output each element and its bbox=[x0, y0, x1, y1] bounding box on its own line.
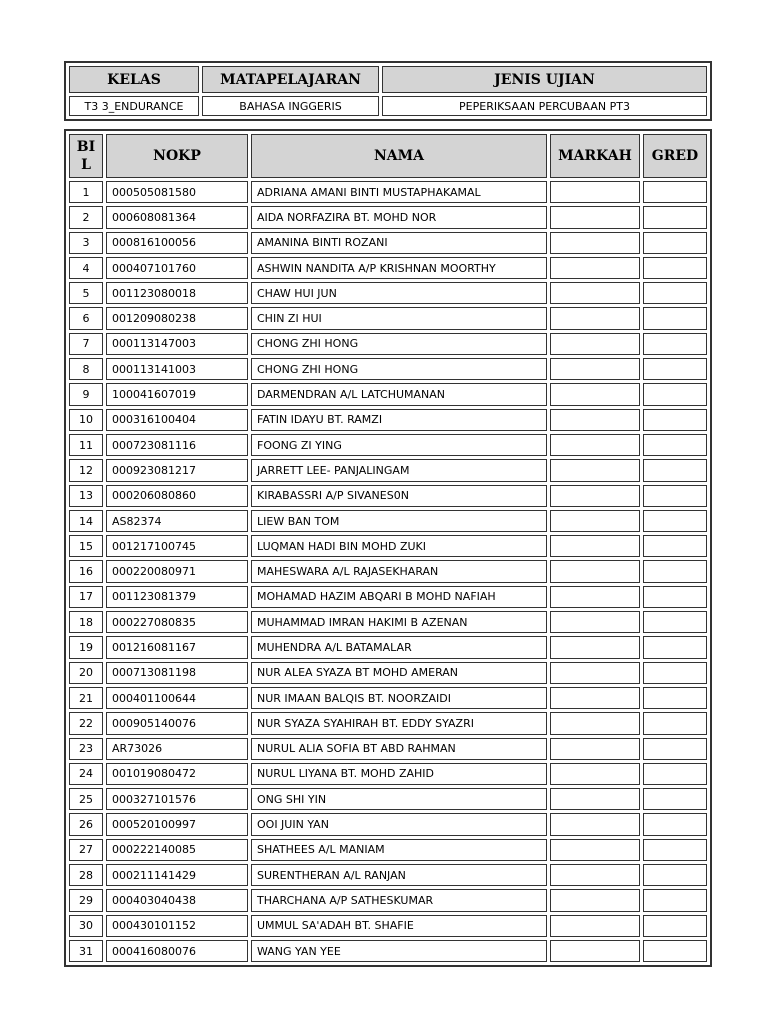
table-row bbox=[69, 864, 707, 886]
bil-cell: 25 bbox=[69, 788, 103, 810]
bil-cell: 10 bbox=[69, 409, 103, 431]
table-row bbox=[69, 409, 707, 431]
bil-cell: 27 bbox=[69, 839, 103, 861]
nama-cell: SURENTHERAN A/L RANJAN bbox=[251, 864, 547, 886]
markah-cell bbox=[550, 687, 640, 709]
bil-cell: 12 bbox=[69, 459, 103, 481]
nokp-cell: 000113141003 bbox=[106, 358, 248, 380]
table-row bbox=[69, 257, 707, 279]
markah-cell bbox=[550, 712, 640, 734]
nama-cell: SHATHEES A/L MANIAM bbox=[251, 839, 547, 861]
bil-cell: 23 bbox=[69, 738, 103, 760]
nokp-cell: 001216081167 bbox=[106, 636, 248, 658]
nama-cell: FATIN IDAYU BT. RAMZI bbox=[251, 409, 547, 431]
nama-header: NAMA bbox=[251, 134, 547, 178]
gred-cell bbox=[643, 586, 707, 608]
markah-cell bbox=[550, 586, 640, 608]
bil-cell: 21 bbox=[69, 687, 103, 709]
nama-cell: CHIN ZI HUI bbox=[251, 307, 547, 329]
gred-cell bbox=[643, 307, 707, 329]
table-row bbox=[69, 662, 707, 684]
bil-cell: 16 bbox=[69, 560, 103, 582]
gred-cell bbox=[643, 662, 707, 684]
nokp-header: NOKP bbox=[106, 134, 248, 178]
nokp-cell: 000416080076 bbox=[106, 940, 248, 962]
gred-cell bbox=[643, 434, 707, 456]
table-row bbox=[69, 333, 707, 355]
markah-cell bbox=[550, 535, 640, 557]
markah-cell bbox=[550, 738, 640, 760]
nama-cell: CHAW HUI JUN bbox=[251, 282, 547, 304]
bil-cell: 19 bbox=[69, 636, 103, 658]
markah-cell bbox=[550, 282, 640, 304]
class-info-value-row bbox=[69, 96, 707, 116]
nokp-cell: 000316100404 bbox=[106, 409, 248, 431]
markah-cell bbox=[550, 636, 640, 658]
nama-cell: NUR SYAZA SYAHIRAH BT. EDDY SYAZRI bbox=[251, 712, 547, 734]
table-row bbox=[69, 206, 707, 228]
gred-cell bbox=[643, 915, 707, 937]
gred-cell bbox=[643, 485, 707, 507]
markah-cell bbox=[550, 333, 640, 355]
table-row bbox=[69, 232, 707, 254]
markah-cell bbox=[550, 358, 640, 380]
bil-cell: 15 bbox=[69, 535, 103, 557]
gred-cell bbox=[643, 358, 707, 380]
bil-header-line2: L bbox=[81, 157, 91, 173]
markah-cell bbox=[550, 763, 640, 785]
nokp-cell: 000401100644 bbox=[106, 687, 248, 709]
nokp-cell: 000905140076 bbox=[106, 712, 248, 734]
markah-cell bbox=[550, 788, 640, 810]
jenis-ujian-header: JENIS UJIAN bbox=[382, 66, 707, 93]
bil-cell: 20 bbox=[69, 662, 103, 684]
gred-cell bbox=[643, 940, 707, 962]
markah-cell bbox=[550, 864, 640, 886]
nokp-cell: AR73026 bbox=[106, 738, 248, 760]
gred-cell bbox=[643, 738, 707, 760]
bil-cell: 18 bbox=[69, 611, 103, 633]
table-row bbox=[69, 738, 707, 760]
nama-cell: KIRABASSRI A/P SIVANES0N bbox=[251, 485, 547, 507]
bil-cell: 11 bbox=[69, 434, 103, 456]
bil-header-line1: BI bbox=[76, 139, 96, 155]
markah-cell bbox=[550, 181, 640, 203]
markah-cell bbox=[550, 307, 640, 329]
nokp-cell: 000227080835 bbox=[106, 611, 248, 633]
bil-cell: 13 bbox=[69, 485, 103, 507]
nama-cell: FOONG ZI YING bbox=[251, 434, 547, 456]
nama-cell: DARMENDRAN A/L LATCHUMANAN bbox=[251, 383, 547, 405]
gred-cell bbox=[643, 282, 707, 304]
nokp-cell: 000520100997 bbox=[106, 813, 248, 835]
nokp-cell: 000923081217 bbox=[106, 459, 248, 481]
table-row bbox=[69, 788, 707, 810]
gred-cell bbox=[643, 257, 707, 279]
bil-header bbox=[69, 134, 103, 178]
markah-cell bbox=[550, 434, 640, 456]
nama-cell: UMMUL SA'ADAH BT. SHAFIE bbox=[251, 915, 547, 937]
gred-cell bbox=[643, 813, 707, 835]
student-list-body bbox=[69, 181, 707, 962]
nama-cell: NUR IMAAN BALQIS BT. NOORZAIDI bbox=[251, 687, 547, 709]
markah-cell bbox=[550, 232, 640, 254]
nokp-cell: 000723081116 bbox=[106, 434, 248, 456]
class-info-table bbox=[64, 61, 712, 121]
markah-cell bbox=[550, 257, 640, 279]
table-row bbox=[69, 307, 707, 329]
bil-cell: 22 bbox=[69, 712, 103, 734]
bil-cell: 26 bbox=[69, 813, 103, 835]
gred-cell bbox=[643, 409, 707, 431]
nokp-cell: 001209080238 bbox=[106, 307, 248, 329]
gred-cell bbox=[643, 864, 707, 886]
bil-cell: 1 bbox=[69, 181, 103, 203]
table-row bbox=[69, 358, 707, 380]
markah-cell bbox=[550, 839, 640, 861]
nokp-cell: 100041607019 bbox=[106, 383, 248, 405]
nama-cell: ADRIANA AMANI BINTI MUSTAPHAKAMAL bbox=[251, 181, 547, 203]
gred-cell bbox=[643, 510, 707, 532]
nama-cell: WANG YAN YEE bbox=[251, 940, 547, 962]
gred-cell bbox=[643, 763, 707, 785]
table-row bbox=[69, 383, 707, 405]
nokp-cell: 000222140085 bbox=[106, 839, 248, 861]
nokp-cell: 001123080018 bbox=[106, 282, 248, 304]
nama-cell: MOHAMAD HAZIM ABQARI B MOHD NAFIAH bbox=[251, 586, 547, 608]
nokp-cell: 000220080971 bbox=[106, 560, 248, 582]
gred-cell bbox=[643, 333, 707, 355]
table-row bbox=[69, 712, 707, 734]
markah-cell bbox=[550, 510, 640, 532]
table-row bbox=[69, 611, 707, 633]
student-list-table bbox=[64, 129, 712, 967]
nama-cell: AIDA NORFAZIRA BT. MOHD NOR bbox=[251, 206, 547, 228]
table-row bbox=[69, 839, 707, 861]
bil-cell: 29 bbox=[69, 889, 103, 911]
jenis-ujian-value: PEPERIKSAAN PERCUBAAN PT3 bbox=[382, 96, 707, 116]
markah-cell bbox=[550, 560, 640, 582]
gred-cell bbox=[643, 687, 707, 709]
bil-cell: 8 bbox=[69, 358, 103, 380]
bil-cell: 2 bbox=[69, 206, 103, 228]
nokp-cell: AS82374 bbox=[106, 510, 248, 532]
nama-cell: MUHENDRA A/L BATAMALAR bbox=[251, 636, 547, 658]
table-row bbox=[69, 434, 707, 456]
nama-cell: NUR ALEA SYAZA BT MOHD AMERAN bbox=[251, 662, 547, 684]
nama-cell: ONG SHI YIN bbox=[251, 788, 547, 810]
bil-cell: 5 bbox=[69, 282, 103, 304]
gred-cell bbox=[643, 181, 707, 203]
nokp-cell: 000713081198 bbox=[106, 662, 248, 684]
nama-cell: MUHAMMAD IMRAN HAKIMI B AZENAN bbox=[251, 611, 547, 633]
bil-cell: 30 bbox=[69, 915, 103, 937]
markah-cell bbox=[550, 611, 640, 633]
gred-cell bbox=[643, 889, 707, 911]
bil-cell: 3 bbox=[69, 232, 103, 254]
markah-cell bbox=[550, 813, 640, 835]
nama-cell: THARCHANA A/P SATHESKUMAR bbox=[251, 889, 547, 911]
markah-cell bbox=[550, 459, 640, 481]
nama-cell: CHONG ZHI HONG bbox=[251, 358, 547, 380]
markah-cell bbox=[550, 940, 640, 962]
kelas-value: T3 3_ENDURANCE bbox=[69, 96, 199, 116]
table-row bbox=[69, 282, 707, 304]
nokp-cell: 000608081364 bbox=[106, 206, 248, 228]
nokp-cell: 000206080860 bbox=[106, 485, 248, 507]
table-row bbox=[69, 889, 707, 911]
nokp-cell: 000816100056 bbox=[106, 232, 248, 254]
table-row bbox=[69, 181, 707, 203]
gred-cell bbox=[643, 383, 707, 405]
nama-cell: NURUL ALIA SOFIA BT ABD RAHMAN bbox=[251, 738, 547, 760]
markah-cell bbox=[550, 889, 640, 911]
bil-cell: 31 bbox=[69, 940, 103, 962]
table-row bbox=[69, 485, 707, 507]
markah-cell bbox=[550, 383, 640, 405]
matapelajaran-value: BAHASA INGGERIS bbox=[202, 96, 379, 116]
bil-cell: 6 bbox=[69, 307, 103, 329]
markah-cell bbox=[550, 915, 640, 937]
nokp-cell: 000407101760 bbox=[106, 257, 248, 279]
nama-cell: ASHWIN NANDITA A/P KRISHNAN MOORTHY bbox=[251, 257, 547, 279]
table-row bbox=[69, 763, 707, 785]
markah-cell bbox=[550, 662, 640, 684]
nokp-cell: 000113147003 bbox=[106, 333, 248, 355]
gred-cell bbox=[643, 206, 707, 228]
table-row bbox=[69, 586, 707, 608]
nama-cell: LIEW BAN TOM bbox=[251, 510, 547, 532]
gred-cell bbox=[643, 788, 707, 810]
bil-cell: 7 bbox=[69, 333, 103, 355]
nokp-cell: 001217100745 bbox=[106, 535, 248, 557]
markah-cell bbox=[550, 485, 640, 507]
gred-cell bbox=[643, 636, 707, 658]
class-info-header-row bbox=[69, 66, 707, 93]
gred-header: GRED bbox=[643, 134, 707, 178]
nokp-cell: 001123081379 bbox=[106, 586, 248, 608]
nama-cell: AMANINA BINTI ROZANI bbox=[251, 232, 547, 254]
nama-cell: MAHESWARA A/L RAJASEKHARAN bbox=[251, 560, 547, 582]
nokp-cell: 000403040438 bbox=[106, 889, 248, 911]
kelas-header: KELAS bbox=[69, 66, 199, 93]
table-row bbox=[69, 560, 707, 582]
student-list-header-row bbox=[69, 134, 707, 178]
gred-cell bbox=[643, 535, 707, 557]
nokp-cell: 000505081580 bbox=[106, 181, 248, 203]
gred-cell bbox=[643, 459, 707, 481]
table-row bbox=[69, 687, 707, 709]
gred-cell bbox=[643, 839, 707, 861]
markah-cell bbox=[550, 206, 640, 228]
bil-cell: 17 bbox=[69, 586, 103, 608]
nokp-cell: 001019080472 bbox=[106, 763, 248, 785]
bil-cell: 9 bbox=[69, 383, 103, 405]
gred-cell bbox=[643, 560, 707, 582]
nama-cell: LUQMAN HADI BIN MOHD ZUKI bbox=[251, 535, 547, 557]
bil-cell: 24 bbox=[69, 763, 103, 785]
bil-cell: 28 bbox=[69, 864, 103, 886]
bil-cell: 4 bbox=[69, 257, 103, 279]
table-row bbox=[69, 459, 707, 481]
nama-cell: NURUL LIYANA BT. MOHD ZAHID bbox=[251, 763, 547, 785]
gred-cell bbox=[643, 712, 707, 734]
nokp-cell: 000211141429 bbox=[106, 864, 248, 886]
gred-cell bbox=[643, 611, 707, 633]
table-row bbox=[69, 940, 707, 962]
bil-cell: 14 bbox=[69, 510, 103, 532]
table-row bbox=[69, 535, 707, 557]
table-row bbox=[69, 915, 707, 937]
markah-cell bbox=[550, 409, 640, 431]
matapelajaran-header: MATAPELAJARAN bbox=[202, 66, 379, 93]
markah-header: MARKAH bbox=[550, 134, 640, 178]
table-row bbox=[69, 813, 707, 835]
nama-cell: CHONG ZHI HONG bbox=[251, 333, 547, 355]
nama-cell: JARRETT LEE- PANJALINGAM bbox=[251, 459, 547, 481]
gred-cell bbox=[643, 232, 707, 254]
nokp-cell: 000430101152 bbox=[106, 915, 248, 937]
nokp-cell: 000327101576 bbox=[106, 788, 248, 810]
nama-cell: OOI JUIN YAN bbox=[251, 813, 547, 835]
table-row bbox=[69, 510, 707, 532]
table-row bbox=[69, 636, 707, 658]
